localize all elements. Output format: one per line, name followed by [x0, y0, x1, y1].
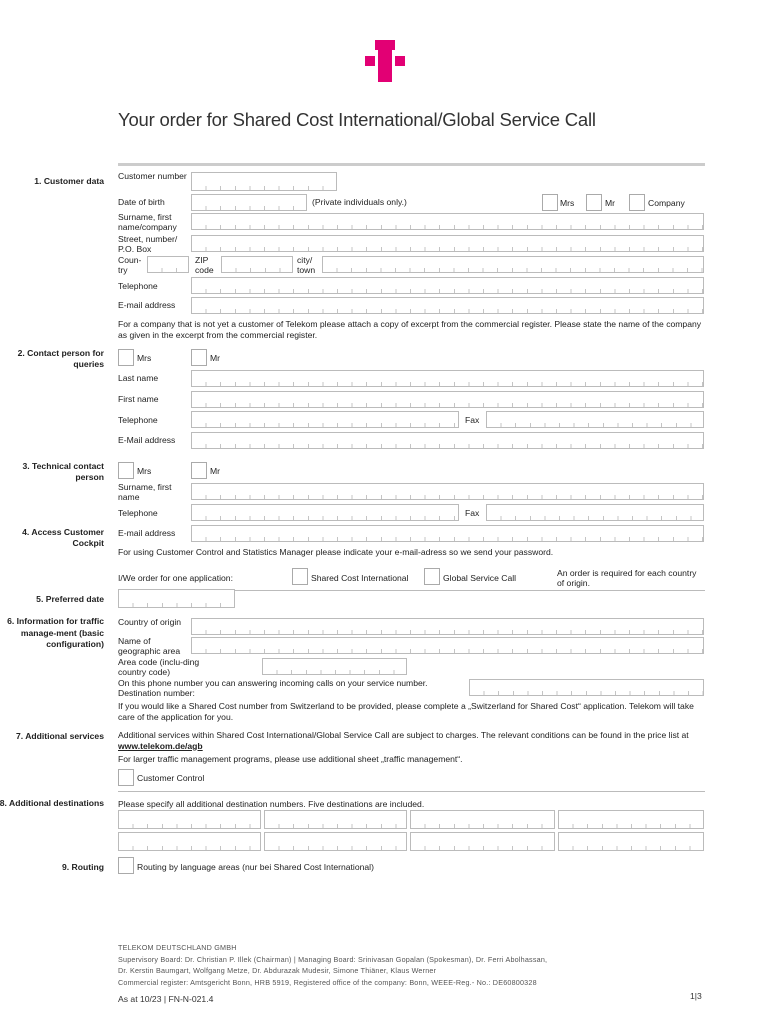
- s2-last-name-field[interactable]: [191, 370, 704, 387]
- destination-field[interactable]: [264, 832, 407, 851]
- s3-surname-label: Surname, first name: [118, 482, 172, 502]
- s2-telephone-field[interactable]: [191, 411, 459, 428]
- dest-number-field[interactable]: [469, 679, 704, 696]
- destination-field[interactable]: [118, 810, 261, 829]
- footer-board: Supervisory Board: Dr. Christian P. Illek (Chairman) | Managing Board: Srinivasan Gopalan (Spokesman), Dr. Ferri Abolhassan,: [118, 954, 548, 964]
- shared-cost-label: Shared Cost International: [311, 573, 409, 583]
- destination-field[interactable]: [264, 810, 407, 829]
- email-field[interactable]: [191, 297, 704, 314]
- s7-divider: [118, 791, 705, 792]
- s2-email-field[interactable]: [191, 432, 704, 449]
- telekom-logo-icon: [365, 38, 405, 82]
- footer: [118, 942, 547, 988]
- city-field[interactable]: [322, 256, 704, 273]
- section-4-heading: 4. Access Customer Cockpit: [22, 527, 104, 548]
- shared-cost-checkbox[interactable]: [292, 568, 308, 585]
- country-origin-field[interactable]: [191, 618, 704, 635]
- footer-board-2: Dr. Kerstin Baumgart, Wolfgang Metze, Dr. Abdurazak Mudesir, Simone Thiäner, Klaus Werner: [118, 966, 437, 975]
- section-5-heading: 5. Preferred date: [36, 594, 104, 604]
- page-number: 1|3: [690, 991, 702, 1001]
- mr-checkbox[interactable]: [586, 194, 602, 211]
- s7-traffic-note: For larger traffic management programs, please use additional sheet „traffic management“.: [118, 754, 463, 764]
- s2-fax-field[interactable]: [486, 411, 704, 428]
- customer-number-field[interactable]: [191, 172, 337, 191]
- section-3-heading: 3. Technical contact person: [22, 461, 104, 482]
- mr-label: Mr: [605, 198, 616, 208]
- s3-fax-field[interactable]: [486, 504, 704, 521]
- s8-note: Please specify all additional destination numbers. Five destinations are included.: [118, 799, 425, 809]
- s2-last-name-label: Last name: [118, 373, 159, 383]
- telephone-label: Telephone: [118, 281, 158, 291]
- area-code-label: Area code (inclu-ding country code): [118, 657, 200, 677]
- dest-number-label: On this phone number you can answering incoming calls on your service number. Destination number:: [118, 678, 428, 698]
- s4-email-field[interactable]: [191, 525, 704, 542]
- destination-field[interactable]: [558, 810, 704, 829]
- section-2-heading: 2. Contact person for queries: [17, 348, 104, 369]
- s3-mr-label: Mr: [210, 466, 221, 476]
- destination-field[interactable]: [410, 810, 555, 829]
- dob-label: Date of birth: [118, 197, 165, 207]
- country-field[interactable]: [147, 256, 189, 273]
- company-checkbox[interactable]: [629, 194, 645, 211]
- dob-field[interactable]: [191, 194, 307, 211]
- customer-control-label: Customer Control: [137, 773, 205, 783]
- destination-field[interactable]: [558, 832, 704, 851]
- zip-field[interactable]: [221, 256, 293, 273]
- s7-note-text: Additional services within Shared Cost International/Global Service Call are subject to charges. The relevant conditions can be found in the price list at: [118, 730, 689, 740]
- routing-label: Routing by language areas (nur bei Shared Cost International): [137, 862, 374, 872]
- telephone-field[interactable]: [191, 277, 704, 294]
- section-7-heading: 7. Additional services: [15, 731, 104, 741]
- s4-password-note: For using Customer Control and Statistics Manager please indicate your e-mail-adress so we send your password.: [118, 547, 554, 557]
- s2-mr-checkbox[interactable]: [191, 349, 207, 366]
- page-title: Your order for Shared Cost International/Global Service Call: [118, 109, 596, 130]
- country-origin-label: Country of origin: [118, 617, 182, 627]
- street-label: Street, number/ P.O. Box: [118, 234, 178, 254]
- s2-first-name-label: First name: [118, 394, 159, 404]
- mrs-label: Mrs: [560, 198, 575, 208]
- s3-telephone-label: Telephone: [118, 508, 158, 518]
- geo-area-label: Name of geographic area: [118, 636, 181, 656]
- city-label: city/ town: [297, 255, 316, 275]
- s3-fax-label: Fax: [465, 508, 480, 518]
- global-service-checkbox[interactable]: [424, 568, 440, 585]
- private-note: (Private individuals only.): [312, 197, 407, 207]
- switzerland-note: If you would like a Shared Cost number from Switzerland to be provided, please complete a „Switzerland for Shared Cost“ application. Telekom will take care of the application for you.: [118, 701, 694, 722]
- s2-telephone-label: Telephone: [118, 415, 158, 425]
- surname-label: Surname, first name/company: [118, 212, 177, 232]
- order-label: I/We order for one application:: [118, 573, 233, 583]
- company-label: Company: [648, 198, 685, 208]
- footer-register: Commercial register: Amtsgericht Bonn, HRB 5919, Registered office of the company: Bonn, WEEE-Reg.- No.: DE60800328: [118, 977, 537, 987]
- global-service-label: Global Service Call: [443, 573, 517, 583]
- footer-company: TELEKOM DEUTSCHLAND GMBH: [118, 943, 237, 952]
- routing-checkbox[interactable]: [118, 857, 134, 874]
- geo-area-field[interactable]: [191, 637, 704, 654]
- s2-email-label: E-Mail address: [118, 435, 176, 445]
- customer-control-checkbox[interactable]: [118, 769, 134, 786]
- s2-first-name-field[interactable]: [191, 391, 704, 408]
- preferred-date-field[interactable]: [118, 589, 235, 608]
- s3-mrs-label: Mrs: [137, 466, 152, 476]
- section-9-heading: 9. Routing: [61, 862, 104, 872]
- destination-field[interactable]: [118, 832, 261, 851]
- country-order-note: An order is required for each country of origin.: [557, 568, 697, 588]
- s4-email-label: E-mail address: [118, 528, 176, 538]
- title-divider: [118, 163, 705, 166]
- customer-number-label: Customer number: [118, 171, 187, 181]
- price-list-link[interactable]: www.telekom.de/agb: [118, 740, 203, 751]
- company-note: For a company that is not yet a customer of Telekom please attach a copy of excerpt from the commercial register. Please state the name of the company as given in the excerpt from the commercial register.: [118, 319, 702, 340]
- s2-mrs-label: Mrs: [137, 353, 152, 363]
- s2-mr-label: Mr: [210, 353, 221, 363]
- area-code-field[interactable]: [262, 658, 407, 675]
- s2-mrs-checkbox[interactable]: [118, 349, 134, 366]
- country-label: Coun-try: [118, 255, 142, 275]
- zip-label: ZIP code: [195, 255, 214, 275]
- mrs-checkbox[interactable]: [542, 194, 558, 211]
- version-label: As at 10/23 | FN-N-021.4: [118, 994, 214, 1004]
- destination-field[interactable]: [410, 832, 555, 851]
- section-1-heading: 1. Customer data: [34, 176, 104, 186]
- s2-fax-label: Fax: [465, 415, 480, 425]
- section-6-heading: 6. Information for traffic manage-ment (basic configuration): [7, 616, 104, 649]
- surname-field[interactable]: [191, 213, 704, 230]
- section-8-heading: 8. Additional destinations: [0, 798, 104, 808]
- email-label: E-mail address: [118, 300, 176, 310]
- s7-note: [118, 730, 704, 751]
- street-field[interactable]: [191, 235, 704, 252]
- s3-mrs-checkbox[interactable]: [118, 462, 134, 479]
- s3-surname-field[interactable]: [191, 483, 704, 500]
- s3-mr-checkbox[interactable]: [191, 462, 207, 479]
- s3-telephone-field[interactable]: [191, 504, 459, 521]
